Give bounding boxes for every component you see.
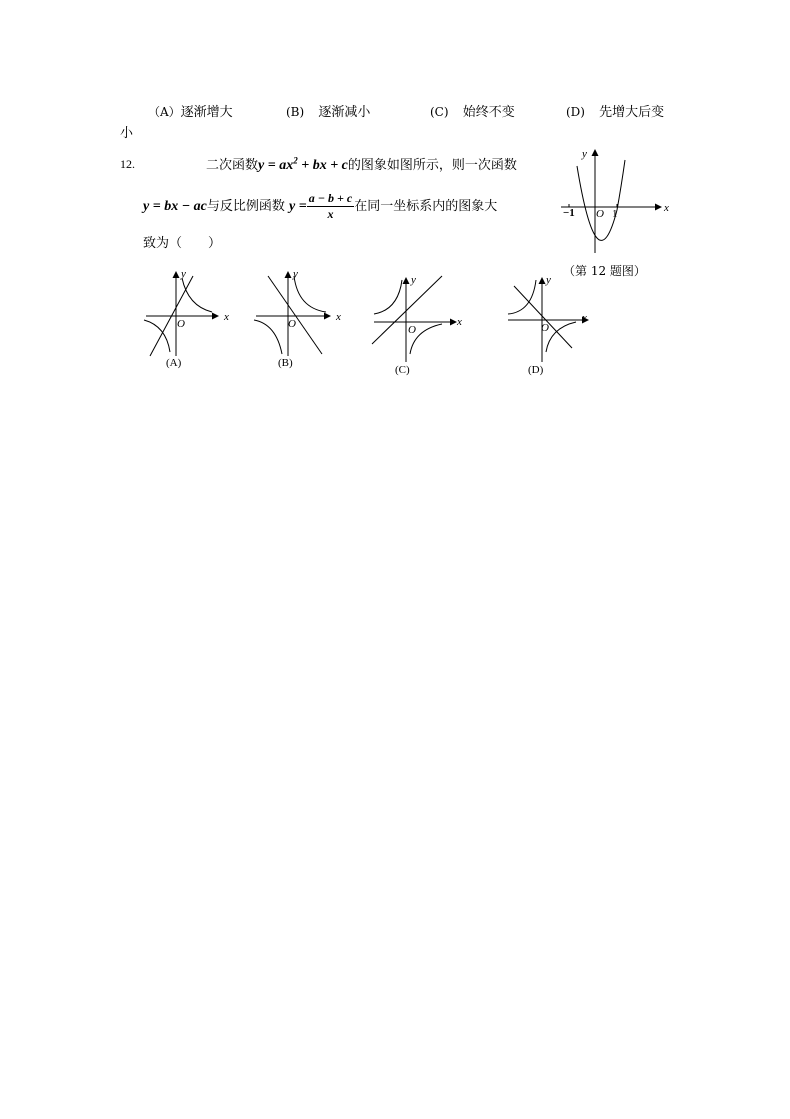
choice-c-line bbox=[372, 276, 442, 344]
choice-c-y-label: y bbox=[411, 274, 416, 286]
choice-b-hyperbola-1 bbox=[294, 276, 326, 312]
choice-b-graph bbox=[250, 268, 350, 363]
quadratic-formula bbox=[258, 155, 348, 173]
quad-formula-sup: 2 bbox=[293, 155, 298, 166]
option-d-tag: (D) bbox=[566, 105, 585, 119]
question-line-2 bbox=[143, 191, 497, 222]
inverse-denominator: x bbox=[327, 207, 334, 221]
choice-a-hyperbola-2 bbox=[144, 320, 170, 352]
choice-a-hyperbola-1 bbox=[182, 278, 212, 312]
choice-a-graph bbox=[138, 268, 238, 363]
choice-c-graph bbox=[368, 274, 468, 369]
choice-c-origin: O bbox=[408, 324, 416, 336]
option-b-tag: (B) bbox=[286, 105, 305, 119]
option-a-prev bbox=[148, 101, 233, 120]
parabola-x-label: x bbox=[664, 202, 669, 214]
choice-a-x-label: x bbox=[224, 311, 229, 323]
choice-c-hyperbola-1 bbox=[374, 280, 402, 314]
choice-d-hyperbola-1 bbox=[508, 280, 536, 314]
parabola-origin: O bbox=[596, 208, 604, 220]
parabola-curve bbox=[577, 160, 625, 240]
choice-d-graph bbox=[502, 274, 602, 369]
inverse-lhs: y = bbox=[289, 199, 307, 214]
choice-b-line bbox=[268, 276, 322, 354]
parabola-neg-one: −1 bbox=[563, 207, 575, 219]
option-b-text: 逐渐减小 bbox=[318, 105, 371, 120]
line1-prefix: 二次函数 bbox=[206, 158, 259, 173]
line2-mid: 与反比例函数 bbox=[206, 199, 285, 214]
linear-formula: y = bx − ac bbox=[143, 199, 207, 214]
option-d-text: 先增大后变 bbox=[599, 105, 665, 120]
choice-b-origin: O bbox=[288, 318, 296, 330]
inverse-numerator: a − b + c bbox=[308, 191, 353, 205]
question-number: 12. bbox=[120, 157, 135, 171]
choice-c-label[interactable]: (C) bbox=[395, 364, 410, 376]
option-b-prev bbox=[286, 101, 370, 120]
quad-formula-b: + bx + c bbox=[297, 158, 348, 173]
choice-c-x-label: x bbox=[457, 316, 462, 328]
question-line-3: 致为（ ） bbox=[143, 236, 222, 251]
option-c-text: 始终不变 bbox=[462, 105, 515, 120]
parabola-y-label: y bbox=[582, 148, 587, 160]
line2-suffix: 在同一坐标系内的图象大 bbox=[354, 199, 498, 214]
choice-a-origin: O bbox=[177, 318, 185, 330]
quad-formula-a: y = ax bbox=[258, 158, 294, 173]
parabola-one: 1 bbox=[612, 208, 618, 220]
option-c-prev bbox=[430, 101, 515, 120]
choice-b-y-label: y bbox=[293, 268, 298, 280]
line1-suffix: 的图象如图所示，则一次函数 bbox=[347, 158, 517, 173]
choice-d-line bbox=[514, 286, 572, 348]
option-a-tag: （A） bbox=[148, 105, 181, 119]
choice-b-x-label: x bbox=[336, 311, 341, 323]
choice-b-label[interactable]: (B) bbox=[278, 357, 293, 369]
choice-a-label[interactable]: (A) bbox=[166, 357, 182, 369]
inverse-fraction bbox=[307, 191, 354, 222]
option-d-prev bbox=[566, 101, 664, 120]
choice-d-y-label: y bbox=[546, 274, 551, 286]
question-line-1 bbox=[206, 154, 517, 174]
choice-b-hyperbola-2 bbox=[254, 320, 282, 354]
figure-caption: （第 12 题图） bbox=[563, 264, 646, 278]
option-c-tag: (C) bbox=[430, 105, 449, 119]
choice-a-y-label: y bbox=[181, 268, 186, 280]
choice-d-label[interactable]: (D) bbox=[528, 364, 544, 376]
choice-d-origin: O bbox=[541, 322, 549, 334]
option-d-wrap: 小 bbox=[120, 126, 134, 141]
choice-d-x-label: x bbox=[582, 312, 587, 324]
option-a-text: 逐渐增大 bbox=[180, 105, 233, 120]
